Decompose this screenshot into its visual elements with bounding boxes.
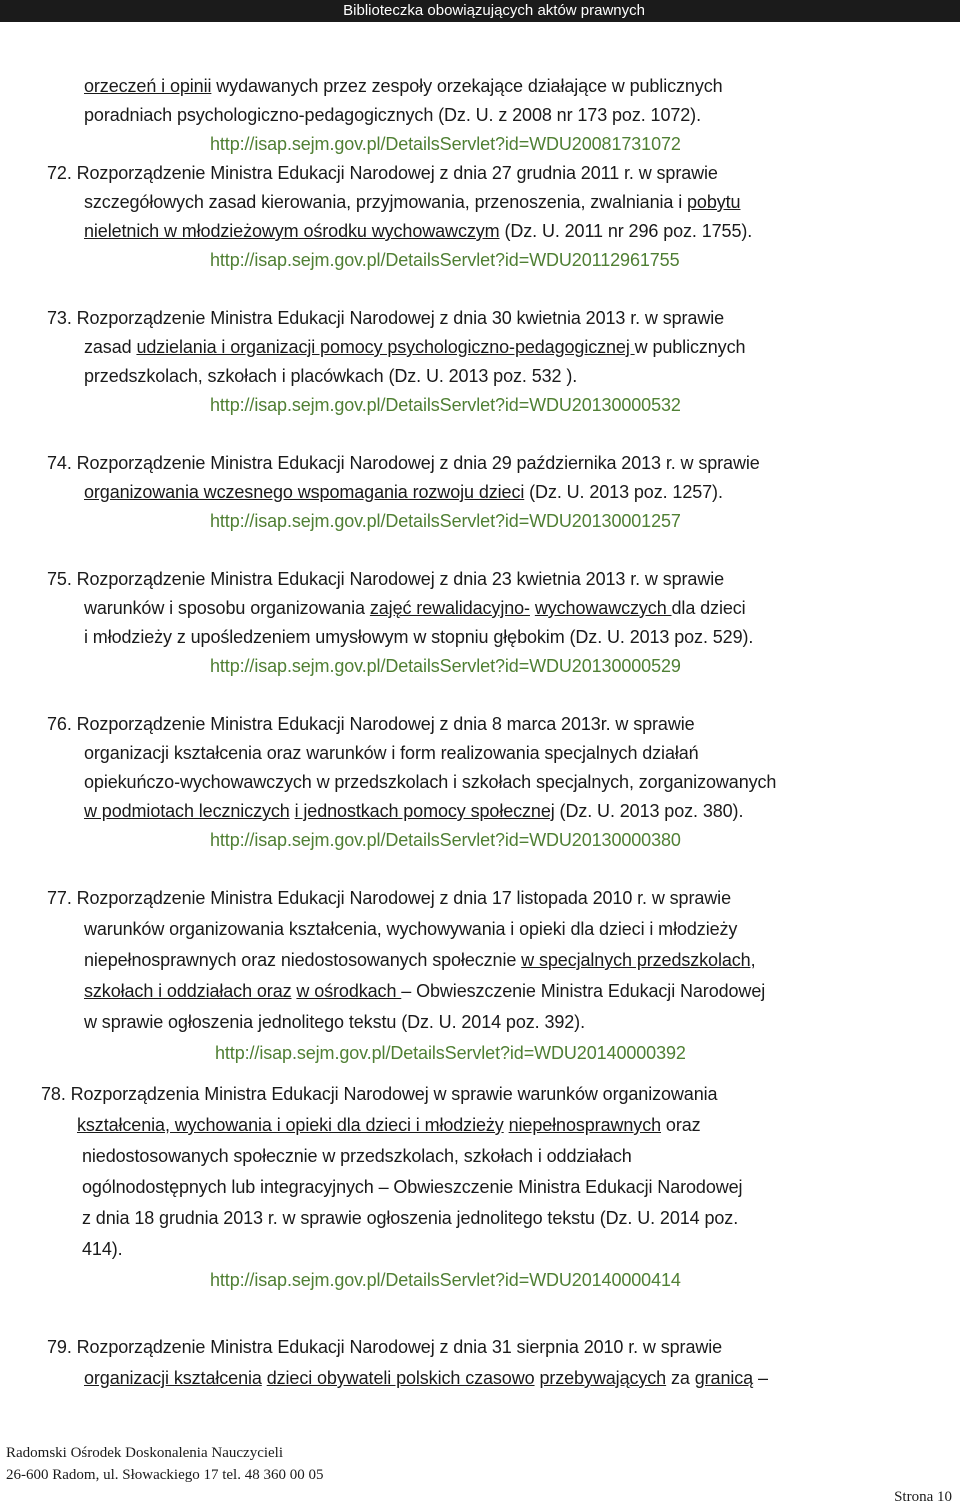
text-line — [84, 742, 699, 764]
text-line — [210, 249, 680, 271]
underlined-text: w specjalnych przedszkolach, — [521, 950, 756, 970]
text-line — [82, 1207, 738, 1229]
text-line — [84, 800, 743, 822]
underlined-text: granicą — [694, 1368, 754, 1388]
text-segment: w publicznych — [634, 337, 746, 357]
text-segment: 77. Rozporządzenie Ministra Edukacji Narodowej z dnia 17 listopada 2010 r. w sprawie — [47, 888, 731, 908]
text-segment: z dnia 18 grudnia 2013 r. w sprawie ogłoszenia jednolitego tekstu (Dz. U. 2014 poz. — [82, 1208, 739, 1228]
text-line — [47, 307, 724, 329]
underlined-text: organizacji kształcenia — [84, 1368, 262, 1388]
text-line — [47, 1336, 722, 1358]
isap-link[interactable]: http://isap.sejm.gov.pl/DetailsServlet?id=WDU20112961755 — [210, 250, 680, 270]
text-line — [82, 1238, 123, 1260]
underlined-text: szkołach i oddziałach oraz — [84, 981, 292, 1001]
text-line — [84, 918, 737, 940]
text-line — [84, 220, 752, 242]
isap-link[interactable]: http://isap.sejm.gov.pl/DetailsServlet?id=WDU20130000529 — [210, 656, 681, 676]
text-segment: niepełnosprawnych oraz niedostosowanych społecznie — [84, 950, 522, 970]
text-segment: oraz — [661, 1115, 701, 1135]
text-line — [84, 1367, 768, 1389]
text-segment: i młodzieży z upośledzeniem umysłowym w stopniu głębokim (Dz. U. 2013 poz. 529). — [84, 627, 754, 647]
text-segment: (Dz. U. 2011 nr 296 poz. 1755). — [499, 221, 753, 241]
isap-link[interactable]: http://isap.sejm.gov.pl/DetailsServlet?id=WDU20130000380 — [210, 830, 681, 850]
underlined-text: kształcenia, wychowania i opieki dla dzieci i młodzieży — [77, 1115, 504, 1135]
isap-link[interactable]: http://isap.sejm.gov.pl/DetailsServlet?id=WDU20081731072 — [210, 134, 681, 154]
underlined-text: zajęć rewalidacyjno- — [369, 598, 530, 618]
text-line — [84, 75, 723, 97]
text-segment: 72. Rozporządzenie Ministra Edukacji Narodowej z dnia 27 grudnia 2011 r. w sprawie — [47, 163, 718, 183]
text-segment: niedostosowanych społecznie w przedszkolach, szkołach i oddziałach — [82, 1146, 632, 1166]
text-line — [84, 626, 753, 648]
text-segment: poradniach psychologiczno-pedagogicznych (Dz. U. z 2008 nr 173 poz. 1072). — [84, 105, 701, 125]
text-line — [84, 481, 723, 503]
text-segment: 78. Rozporządzenia Ministra Edukacji Narodowej w sprawie warunków organizowania — [41, 1084, 718, 1104]
text-segment: warunków organizowania kształcenia, wychowywania i opieki dla dzieci i młodzieży — [84, 919, 738, 939]
isap-link[interactable]: http://isap.sejm.gov.pl/DetailsServlet?id=WDU20140000414 — [210, 1270, 681, 1290]
underlined-text: dzieci obywateli polskich czasowo — [266, 1368, 535, 1388]
text-line — [47, 887, 731, 909]
underlined-text: organizowania wczesnego wspomagania rozwoju dzieci — [84, 482, 525, 502]
text-segment: 73. Rozporządzenie Ministra Edukacji Narodowej z dnia 30 kwietnia 2013 r. w sprawie — [47, 308, 725, 328]
text-line — [41, 1083, 717, 1105]
underlined-text: wychowawczych — [534, 598, 672, 618]
text-segment: opiekuńczo-wychowawczych w przedszkolach i szkołach specjalnych, zorganizowanych — [84, 772, 777, 792]
text-segment: 74. Rozporządzenie Ministra Edukacji Narodowej z dnia 29 października 2013 r. w sprawie — [47, 453, 760, 473]
text-line — [215, 1042, 686, 1064]
text-line — [84, 1011, 585, 1033]
text-segment: dla dzieci — [671, 598, 746, 618]
isap-link[interactable]: http://isap.sejm.gov.pl/DetailsServlet?id=WDU20140000392 — [215, 1043, 686, 1063]
text-segment: organizacji kształcenia oraz warunków i form realizowania specjalnych działań — [84, 743, 699, 763]
text-line — [47, 162, 718, 184]
text-line — [210, 655, 681, 677]
text-line — [84, 191, 740, 213]
text-line — [84, 980, 765, 1002]
underlined-text: orzeczeń i opinii — [84, 76, 212, 96]
text-line — [47, 568, 724, 590]
text-segment: 75. Rozporządzenie Ministra Edukacji Narodowej z dnia 23 kwietnia 2013 r. w sprawie — [47, 569, 725, 589]
text-line — [82, 1145, 632, 1167]
text-segment: 79. Rozporządzenie Ministra Edukacji Narodowej z dnia 31 sierpnia 2010 r. w sprawie — [47, 1337, 723, 1357]
page-number: Strona 10 — [894, 1489, 952, 1505]
text-segment: (Dz. U. 2013 poz. 380). — [554, 801, 744, 821]
text-segment: w sprawie ogłoszenia jednolitego tekstu (Dz. U. 2014 poz. 392). — [84, 1012, 585, 1032]
underlined-text: w ośrodkach — [296, 981, 402, 1001]
text-line — [82, 1176, 742, 1198]
underlined-text: niepełnosprawnych — [508, 1115, 662, 1135]
text-segment: wydawanych przez zespoły orzekające działające w publicznych — [211, 76, 723, 96]
underlined-text: w podmiotach leczniczych — [84, 801, 290, 821]
text-line — [77, 1114, 701, 1136]
text-line — [210, 829, 681, 851]
underlined-text: nieletnich w młodzieżowym ośrodku wychowawczym — [84, 221, 500, 241]
text-segment: 76. Rozporządzenie Ministra Edukacji Narodowej z dnia 8 marca 2013r. w sprawie — [47, 714, 695, 734]
text-line — [210, 133, 681, 155]
text-line — [47, 452, 760, 474]
isap-link[interactable]: http://isap.sejm.gov.pl/DetailsServlet?id=WDU20130000532 — [210, 395, 681, 415]
text-segment: przedszkolach, szkołach i placówkach (Dz. U. 2013 poz. 532 ). — [84, 366, 578, 386]
text-line — [210, 394, 681, 416]
text-segment: zasad — [84, 337, 137, 357]
footer-address: 26-600 Radom, ul. Słowackiego 17 tel. 48 360 00 05 — [6, 1467, 324, 1483]
text-segment: warunków i sposobu organizowania — [84, 598, 370, 618]
footer-institution: Radomski Ośrodek Doskonalenia Nauczycieli — [6, 1445, 284, 1461]
text-segment: 414). — [82, 1239, 123, 1259]
underlined-text: udzielania i organizacji pomocy psychologiczno-pedagogicznej — [136, 337, 635, 357]
underlined-text: i jednostkach pomocy społecznej — [294, 801, 555, 821]
text-line — [84, 365, 577, 387]
text-line — [84, 104, 701, 126]
text-line — [84, 949, 755, 971]
underlined-text: przebywających — [539, 1368, 667, 1388]
isap-link[interactable]: http://isap.sejm.gov.pl/DetailsServlet?id=WDU20130001257 — [210, 511, 681, 531]
text-segment: ogólnodostępnych lub integracyjnych – Obwieszczenie Ministra Edukacji Narodowej — [82, 1177, 743, 1197]
text-line — [84, 771, 776, 793]
text-segment: – Obwieszczenie Ministra Edukacji Narodowej — [401, 981, 766, 1001]
text-line — [84, 597, 746, 619]
text-segment: – — [753, 1368, 768, 1388]
text-segment: za — [666, 1368, 695, 1388]
text-line — [47, 713, 695, 735]
text-line — [210, 510, 681, 532]
underlined-text: pobytu — [687, 192, 741, 212]
text-line — [210, 1269, 681, 1291]
text-segment: (Dz. U. 2013 poz. 1257). — [524, 482, 723, 502]
document-header-title: Biblioteczka obowiązujących aktów prawnych — [343, 2, 645, 19]
text-segment: szczegółowych zasad kierowania, przyjmowania, przenoszenia, zwalniania i — [84, 192, 687, 212]
text-line — [84, 336, 745, 358]
